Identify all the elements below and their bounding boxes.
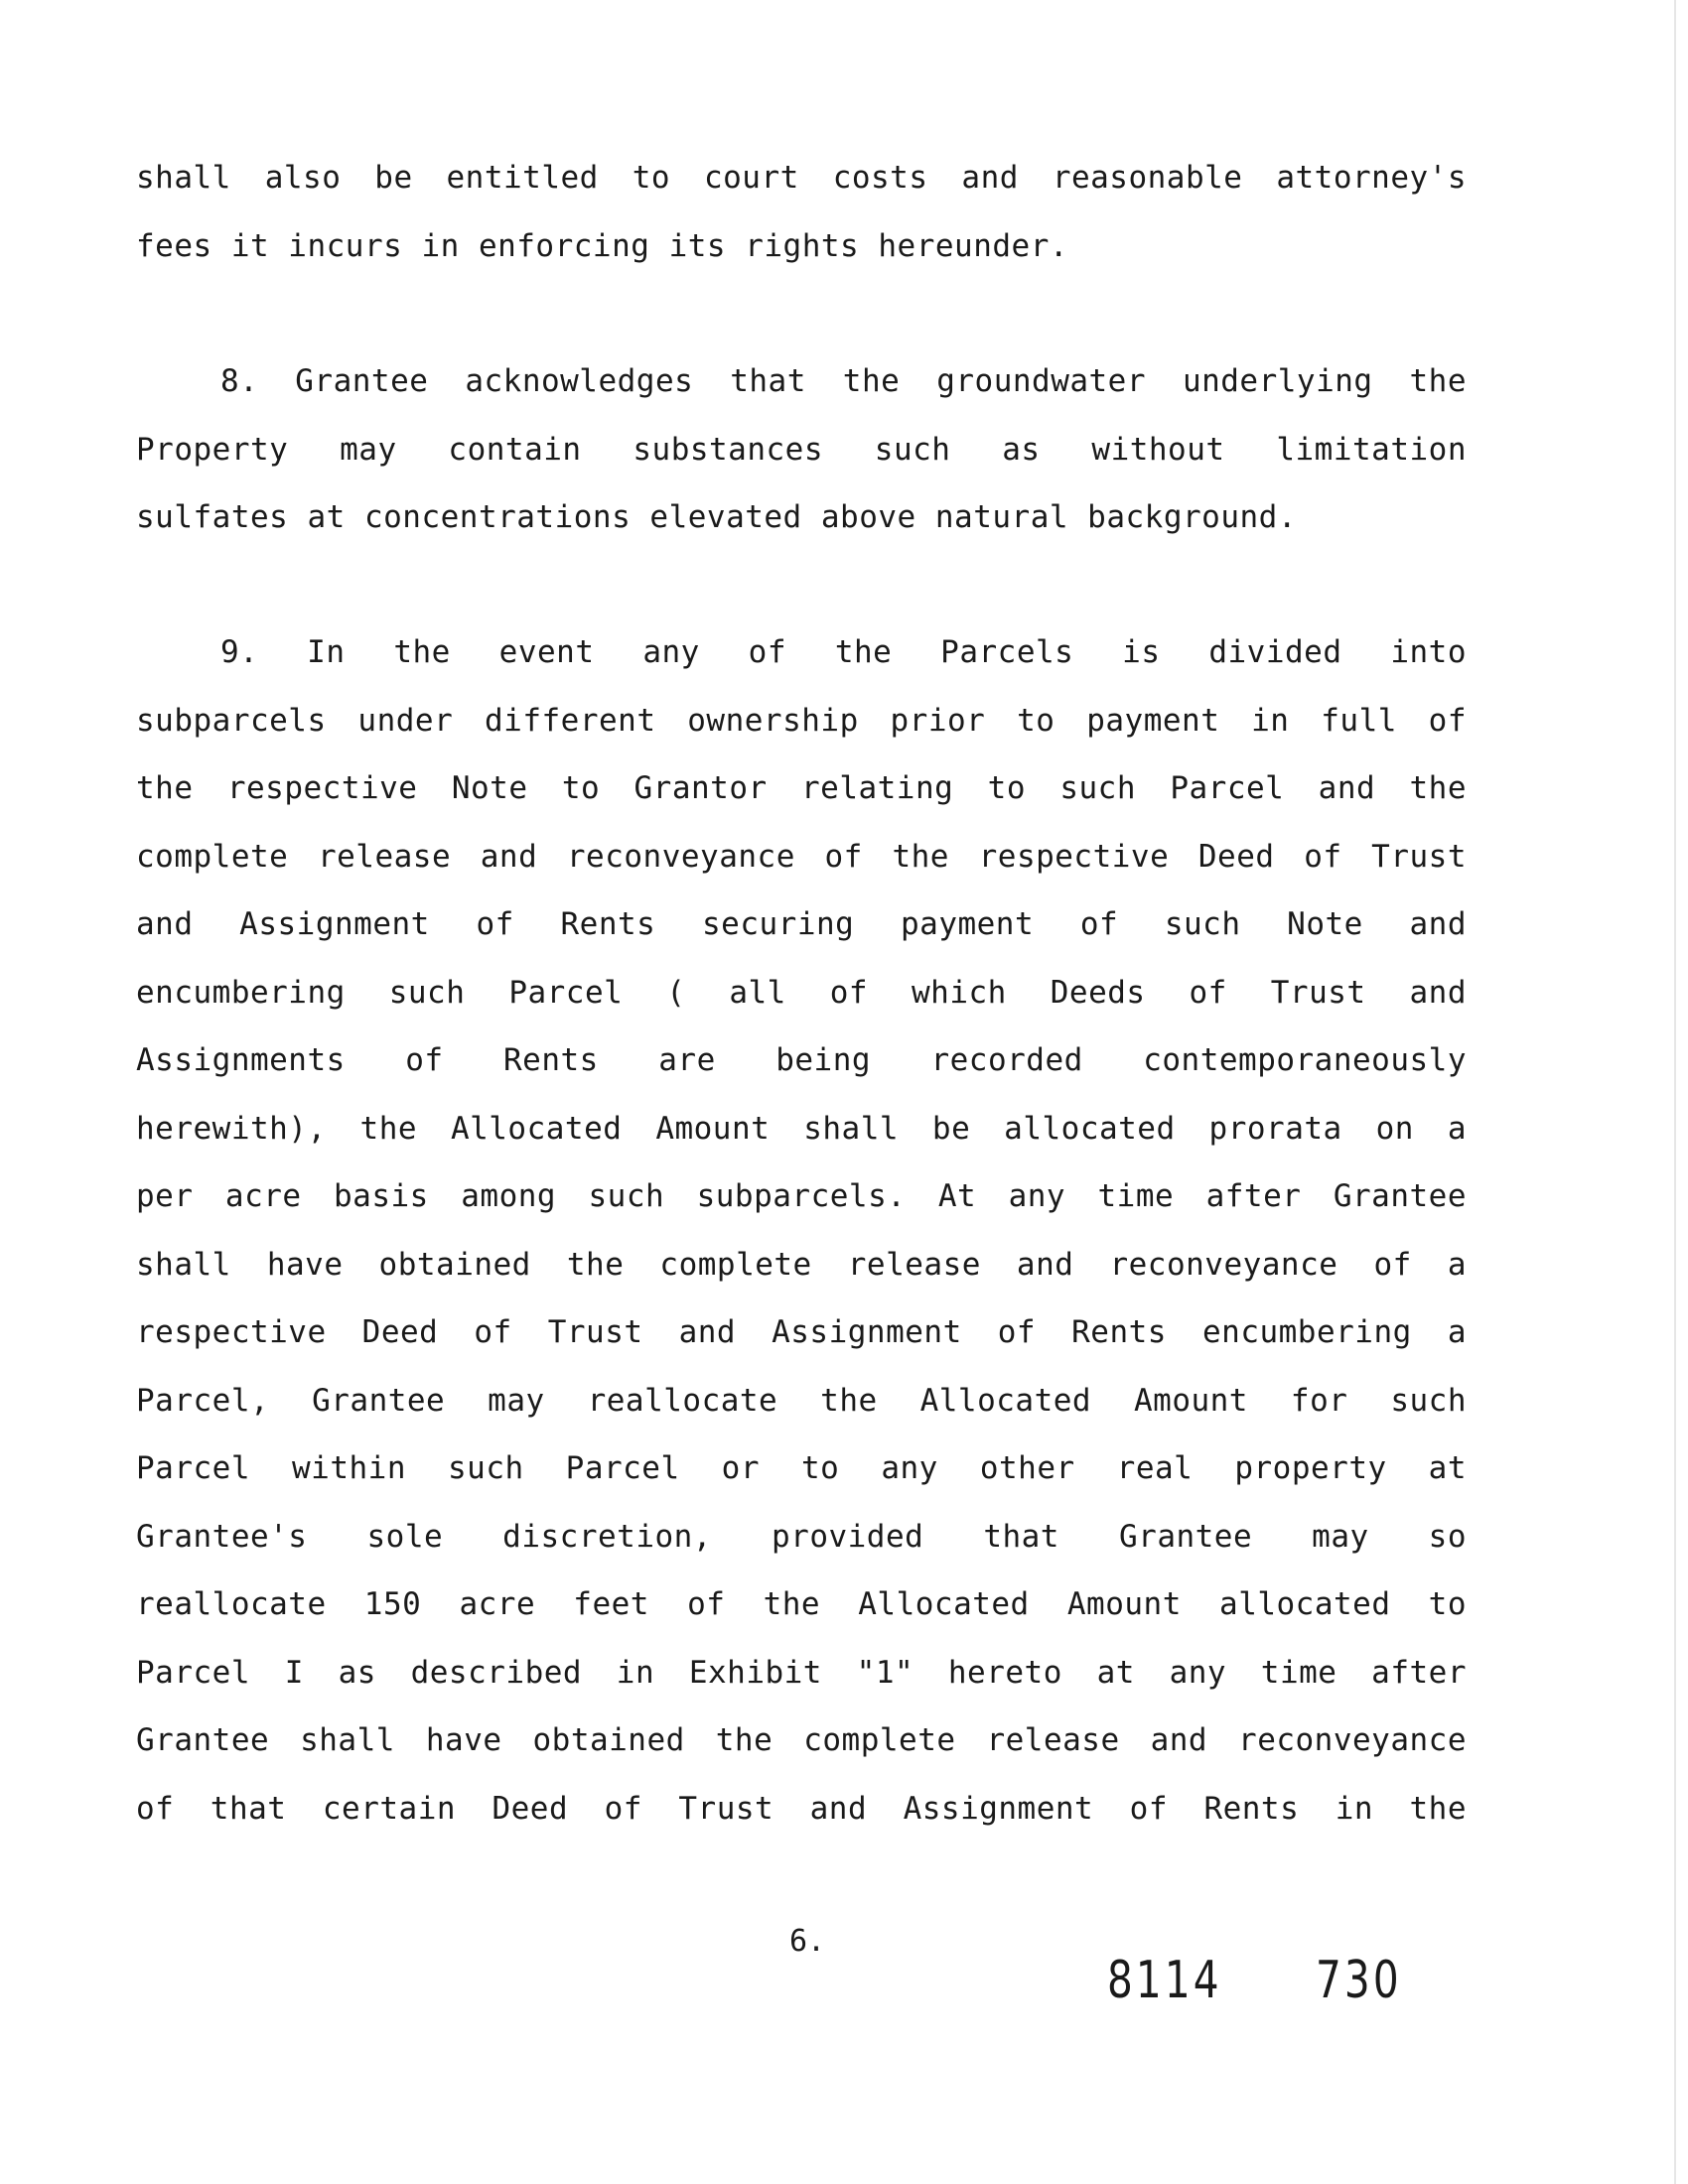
text-line: herewith), the Allocated Amount shall be allocated prorata on a — [136, 1110, 1467, 1147]
text-line: Parcel, Grantee may reallocate the Allocated Amount for such — [136, 1382, 1467, 1419]
recording-page-stamp: 730 — [1316, 1951, 1402, 2010]
text-line: Assignments of Rents are being recorded contemporaneously — [136, 1042, 1467, 1078]
text-line: shall have obtained the complete release and reconveyance of a — [136, 1246, 1467, 1283]
page-number: 6. — [789, 1924, 826, 1959]
paragraph-8 — [136, 347, 1467, 552]
text-line: Parcel I as described in Exhibit "1" hereto at any time after — [136, 1654, 1467, 1691]
text-line: sulfates at concentrations elevated above natural background. — [136, 499, 1297, 535]
text-line: 8. Grantee acknowledges that the groundwater underlying the — [220, 363, 1467, 399]
text-line: of that certain Deed of Trust and Assignment of Rents in the — [136, 1790, 1467, 1827]
text-line: fees it incurs in enforcing its rights hereunder. — [136, 227, 1069, 264]
text-line: Property may contain substances such as without limitation — [136, 431, 1467, 468]
text-line: reallocate 150 acre feet of the Allocated Amount allocated to — [136, 1586, 1467, 1622]
page-edge-shadow — [1674, 0, 1676, 2184]
text-line: encumbering such Parcel ( all of which Deeds of Trust and — [136, 974, 1467, 1011]
intro-paragraph — [136, 144, 1467, 280]
text-line: and Assignment of Rents securing payment of such Note and — [136, 906, 1467, 942]
recording-book-stamp: 8114 — [1107, 1951, 1222, 2010]
text-line: subparcels under different ownership prior to payment in full of — [136, 702, 1467, 739]
text-line: complete release and reconveyance of the respective Deed of Trust — [136, 838, 1467, 875]
text-line: respective Deed of Trust and Assignment of Rents encumbering a — [136, 1314, 1467, 1350]
text-line: Grantee shall have obtained the complete release and reconveyance — [136, 1722, 1467, 1758]
text-line: Grantee's sole discretion, provided that Grantee may so — [136, 1518, 1467, 1555]
text-line: the respective Note to Grantor relating to such Parcel and the — [136, 770, 1467, 806]
text-line: Parcel within such Parcel or to any other real property at — [136, 1450, 1467, 1486]
text-line: 9. In the event any of the Parcels is divided into — [220, 634, 1467, 670]
text-line: per acre basis among such subparcels. At any time after Grantee — [136, 1178, 1467, 1214]
text-line: shall also be entitled to court costs and reasonable attorney's — [136, 160, 1467, 196]
paragraph-9 — [136, 618, 1467, 1843]
